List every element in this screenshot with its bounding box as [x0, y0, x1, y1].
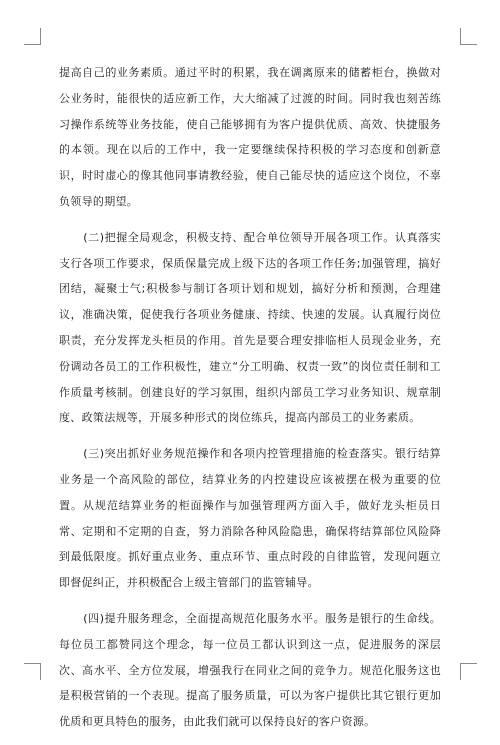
paragraph-section-2: (二)把握全局观念，积极支持、配合单位领导开展各项工作。认真落实支行各项工作要求，保质保量完成上级下达的各项工作任务;加强管理，搞好团结，凝聚士气;积极参与制订各项计划和规划，搞好分析和预测，合理建议，准确决策，促使我行各项业务健康、持续、快速的发展。认真履行岗位职责，充分发挥龙头柜员的作用。首先是要合理安排临柜人员现金业务，充份调动各员工的工作积极性，建立“分工明确、权责一致”的岗位责任制和工作质量考核制。创建良好的学习氛围，组织内部员工学习业务知识、规章制度、政策法规等，开展多种形式的岗位练兵，提高内部员工的业务素质。 — [59, 230, 441, 425]
paragraph-section-3: (三)突出抓好业务规范操作和各项内控管理措施的检查落实。银行结算业务是一个高风险的部位，结算业务的内控建设应该被摆在极为重要的位置。从规范结算业务的柜面操作与加强管理两方面入手，做好龙头柜员日常、定期和不定期的自查，努力消除各种风险隐患，确保将结算部位风险降到最低限度。抓好重点业务、重点环节、重点时段的自律监管，发现问题立即督促纠正，并积极配合上级主管部门的监管辅导。 — [59, 447, 441, 590]
paragraph-continuation: 提高自己的业务素质。通过平时的积累，我在调离原来的储蓄柜台，换做对公业务时，能很快的适应新工作，大大缩减了过渡的时间。同时我也刻苦练习操作系统等业务技能，使自己能够拥有为客户提供优质、高效、快捷服务的本领。现在以后的工作中，我一定要继续保持积极的学习态度和创新意识，时时虚心的像其他同事请教经验，使自己能尽快的适应这个岗位，不辜负领导的期望。 — [59, 66, 441, 208]
crop-mark-bottom-left — [24, 663, 41, 680]
crop-mark-top-right — [460, 28, 477, 45]
crop-mark-bottom-right — [460, 663, 477, 680]
document-body — [59, 60, 441, 745]
paragraph-section-4: (四)提升服务理念，全面提高规范化服务水平。服务是银行的生命线。每位员工都赞同这个理念，每一位员工都认识到这一点，促进服务的深层次、高水平、全方位发展，增强我行在同业之间的竞争力。规范化服务这也是积极营销的一个表现。提高了服务质量，可以为客户提供比其它银行更加优质和更具特色的服务，由此我们就可以保持良好的客户资源。 — [59, 611, 441, 729]
crop-mark-top-left — [24, 28, 41, 45]
